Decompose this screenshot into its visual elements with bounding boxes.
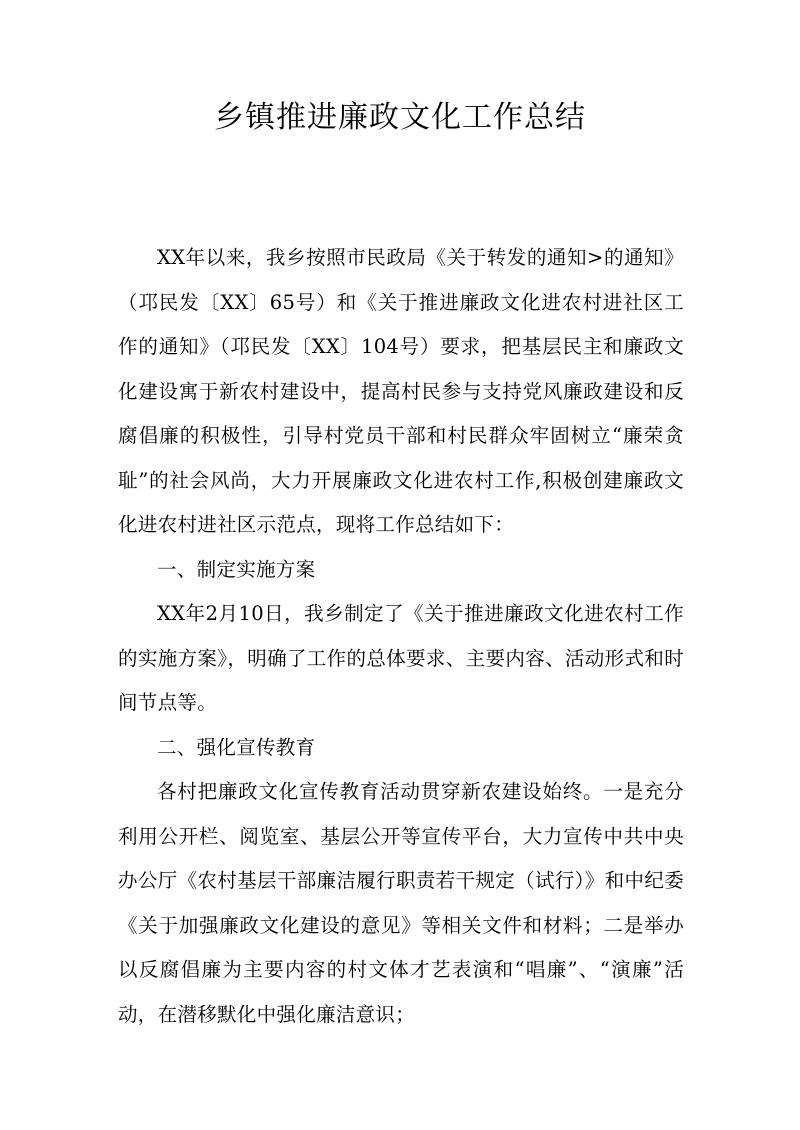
section-2-paragraph: 各村把廉政文化宣传教育活动贯穿新农建设始终。一是充分利用公开栏、阅览室、基层公开等宣传平台，大力宣传中共中央办公厅《农村基层干部廉洁履行职责若干规定（试行）》和中纪委《关于加强廉政文化建设的意见》等相关文件和材料；二是举办以反腐倡廉为主要内容的村文体才艺表演和“唱廉”、“演廉”活动，在潜移默化中强化廉洁意识； xyxy=(118,780,684,1026)
document-title: 乡镇推进廉政文化工作总结 xyxy=(214,100,586,135)
document-body xyxy=(118,236,684,1037)
section-heading-1: 一、制定实施方案 xyxy=(157,557,316,581)
intro-paragraph: XX年以来，我乡按照市民政局《关于转发的通知>的通知》（邛民发〔XX〕65号）和《关于推进廉政文化进农村进社区工作的通知》（邛民发〔XX〕104号）要求，把基层民主和廉政文化建设寓于新农村建设中，提高村民参与支持党风廉政建设和反腐倡廉的积极性，引导村党员干部和村民群众牢固树立“廉荣贪耻”的社会风尚，大力开展廉政文化进农村工作,积极创建廉政文化进农村进社区示范点，现将工作总结如下： xyxy=(118,246,684,536)
section-1-paragraph: XX年2月10日，我乡制定了《关于推进廉政文化进农村工作的实施方案》，明确了工作的总体要求、主要内容、活动形式和时间节点等。 xyxy=(118,602,684,714)
section-heading-2: 二、强化宣传教育 xyxy=(157,735,316,759)
